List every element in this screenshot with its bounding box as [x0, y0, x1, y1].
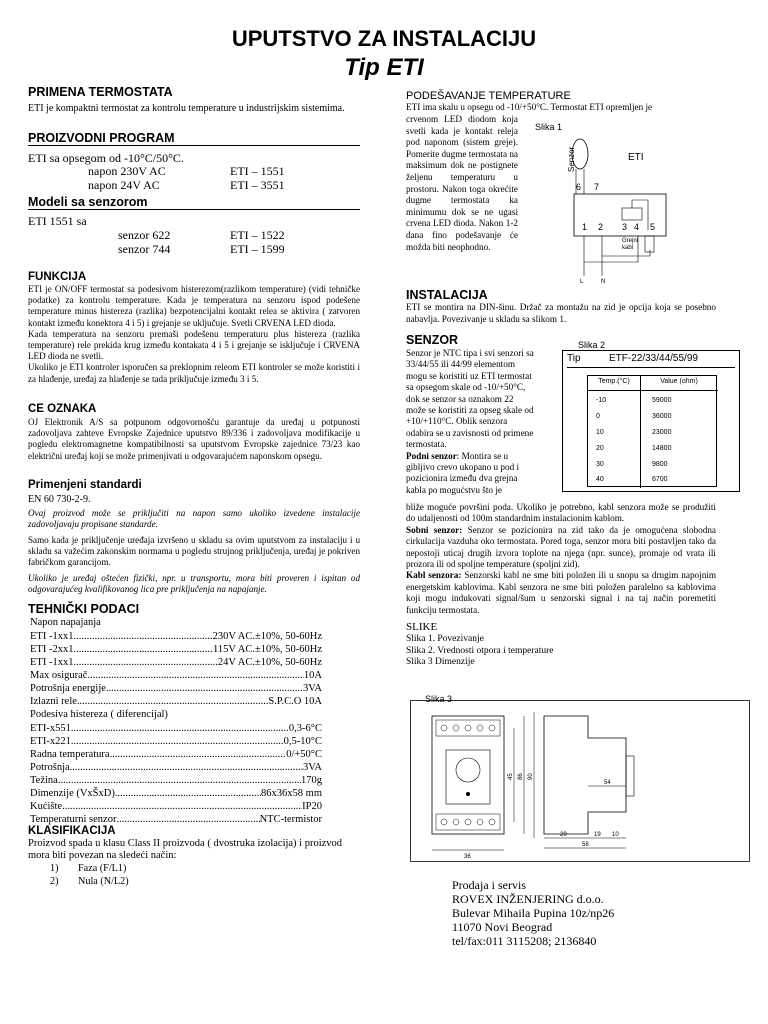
company-name: ROVEX INŽENJERING d.o.o. — [452, 892, 604, 906]
spec-row — [30, 800, 322, 813]
grejni-label: Grejni — [622, 238, 639, 244]
dim-label: 45 — [508, 773, 514, 780]
spec-label: Temperaturni senzor — [30, 814, 117, 825]
n-label: N — [601, 279, 606, 285]
dimension-drawing — [410, 700, 750, 862]
page-subtitle: Tip ETI — [344, 54, 424, 81]
dim-label: 36 — [464, 854, 471, 860]
city-line: 11070 Novi Beograd — [452, 920, 553, 934]
kabl-text: Senzorski kabl ne sme biti položen ili u snopu sa drugim napojnim energetskim kablovima. Kabl senzora ne sme biti položen paralelno sa kablovima koji mogu indukovati signal/šum u senzorski signal i na taj način poremetiti funkciju termostata. — [406, 570, 716, 615]
primena-text: ETI je kompaktni termostat za kontrolu temperature u industrijskim sistemima. — [28, 103, 345, 114]
senzor-intro: Senzor je NTC tipa i svi senzori sa 33/44/55 ili 44/99 elementom mogu se koristiti uz ETI termostat sa opsegom skale od -10/+50°C, dok se senzor sa oznakom 22 može se koristiti za opseg skale od +10/+110°C. Oblik senzora odabira se u zavisnosti od primene termostata. — [406, 348, 534, 450]
modeli-line: ETI 1551 sa — [28, 214, 87, 228]
table-model: ETF-22/33/44/55/99 — [609, 353, 698, 364]
sales-line: Prodaja i servis — [452, 878, 526, 892]
sobni-text: Senzor se pozicionira na zid tako da je omogućena slobodna cirkulacija vazduha oko termostata. Pored toga, senzor mora biti postavljen tako da nepostoji uticaj drugih izvora toplote na njega (npr. sunce), promaje od vrata ili prozora ili od spoljne temperature (spoljni zid). — [406, 524, 716, 570]
spec-value: S.P.C.O 10A — [268, 696, 322, 707]
spec-value: 3VA — [302, 683, 322, 694]
table-column-divider — [640, 376, 641, 488]
spec-value: 3VA — [302, 762, 322, 773]
terminal-label: 5 — [650, 222, 656, 232]
table-cell-temp: 0 — [596, 413, 600, 420]
spec-value: 0,5-10°C — [283, 736, 322, 747]
spec-label: Radna temperatura — [30, 749, 110, 760]
dim-label: 86 — [518, 773, 524, 780]
table-cell-value: 6700 — [652, 476, 668, 483]
spec-row — [30, 669, 322, 682]
spec-label: Izlazni rele — [30, 696, 77, 707]
side-view — [544, 716, 626, 834]
terminal-label: 3 — [622, 222, 628, 232]
program-row-label: napon 24V AC — [88, 178, 160, 192]
spec-row — [30, 735, 322, 748]
front-terminals — [436, 720, 500, 736]
l-label: L — [580, 279, 584, 285]
klasifikacija-item-num: 1) — [50, 863, 59, 874]
heating-cable-symbol — [645, 236, 654, 252]
spec-row — [30, 722, 322, 735]
spec-row — [30, 761, 322, 774]
klasifikacija-text: Proizvod spada u klasu Class II proizvoda ( dvostruka izolacija) i proizvod mora biti povezan na sledeći način: — [28, 838, 343, 862]
dim-label: 58 — [582, 842, 589, 848]
standardi-italic-warning: Ukoliko je uređaj oštećen fizički, npr. u transportu, mora biti proveren i ispitan od odgovarajućeg kvalifikovanog lica pre priključenja na napajanje. — [28, 573, 360, 595]
klasifikacija-item: Faza (F/L1) — [78, 863, 127, 874]
modeli-heading: Modeli sa senzorom — [28, 195, 360, 210]
program-row-code: ETI – 1551 — [230, 164, 285, 178]
sales-contact — [452, 878, 614, 948]
terminal-screw — [465, 725, 471, 731]
standardi-text: Samo kada je priključenje uređaja izvršeno u skladu sa ovim uputstvom za instalaciju i u skladu sa važećim zakonskim normama u pogledu strujnog priključenja, uređaj je pokriven fabričkom garancijom. — [28, 535, 360, 568]
slika3-label: Slika 3 — [425, 694, 453, 704]
modeli-row-code: ETI – 1599 — [230, 242, 285, 256]
tehnicki-heading: TEHNIČKI PODACI — [28, 602, 140, 616]
spec-value: NTC-termistor — [259, 814, 322, 825]
spec-value: 230V AC.±10%, 50-60Hz — [212, 631, 322, 642]
terminal-screw — [453, 819, 459, 825]
program-line: ETI sa opsegom od -10°C/50°C. — [28, 151, 184, 165]
funkcija-text — [28, 284, 360, 385]
spec-label: ETI -1xx1 — [30, 631, 74, 642]
slika1-label: Slika 1 — [535, 122, 563, 132]
spec-row — [30, 682, 322, 695]
spec-row — [30, 630, 322, 643]
table-header-divider — [588, 390, 718, 391]
funkcija-paragraph: Kada temperatura na senzoru premaši podešenu temperaturu plus histereza (razlika temperature) rele prekida krug između kontakata 4 i 5 i grejanje se isključuje i CRVENA LED dioda ne svetli. — [28, 328, 360, 362]
slike-item: Slika 2. Vrednosti otpora i temperature — [406, 645, 554, 656]
program-heading: PROIZVODNI PROGRAM — [28, 131, 360, 146]
terminal-screw — [489, 819, 495, 825]
spec-row — [30, 695, 322, 708]
kabl-label: Kabl senzora: — [406, 570, 462, 581]
slika2-label: Slika 2 — [578, 340, 606, 350]
senzor-heading: SENZOR — [406, 333, 459, 347]
din-clip — [626, 756, 634, 796]
figure-frame — [411, 701, 750, 862]
spec-row — [30, 748, 322, 761]
dim-label: 29 — [560, 832, 567, 838]
table-cell-temp: 30 — [596, 461, 604, 468]
knob-icon — [456, 758, 480, 782]
modeli-row-code: ETI – 1522 — [230, 228, 285, 242]
spec-value: 10A — [303, 670, 322, 681]
spec-label: Težina — [30, 775, 58, 786]
page-title: UPUTSTVO ZA INSTALACIJU — [231, 26, 537, 51]
terminal-screw — [453, 725, 459, 731]
modeli-row-label: senzor 622 — [118, 228, 171, 242]
table-divider — [567, 367, 735, 368]
dim-label: 19 — [594, 832, 601, 838]
spec-label: Kućište — [30, 801, 63, 812]
senzor-label: Senzor — [567, 146, 576, 172]
col-header-temp: Temp.(°C) — [598, 378, 630, 385]
terminal-label: 6 — [576, 182, 582, 192]
slike-heading: SLIKE — [406, 621, 438, 633]
spec-row — [30, 774, 322, 787]
table-cell-value: 9800 — [652, 461, 668, 468]
table-cell-value: 23000 — [652, 429, 672, 436]
terminal-screw — [465, 819, 471, 825]
device-label: ETI — [628, 152, 644, 163]
primena-heading: PRIMENA TERMOSTATA — [28, 85, 173, 99]
slike-list — [406, 634, 554, 669]
podni-text: : Montira se u gibljivo crevo ukopano u pod i pozicionira između dva grejna kabla po mogućstvu što je — [406, 450, 520, 495]
led-icon — [466, 792, 470, 796]
klasifikacija-heading: KLASIFIKACIJA — [28, 825, 116, 837]
klasifikacija-item: Nula (N/L2) — [78, 876, 129, 887]
terminal-screw — [477, 819, 483, 825]
senzor-wide-text — [406, 502, 716, 616]
spec-label: Potrošnja — [30, 762, 70, 773]
spec-value: 115V AC.±10%, 50-60Hz — [212, 644, 322, 655]
standardi-italic-note: Ovaj proizvod može se priključiti na napon samo ukoliko izvedene instalacije zadovoljavaju propisane standarde. — [28, 508, 360, 530]
spec-row — [30, 787, 322, 800]
table-cell-temp: -10 — [596, 397, 607, 404]
terminal-label: 7 — [594, 182, 600, 192]
ce-text: OJ Elektronik A/S sa potpunom odgovornošću garantuje da uređaj u potpunosti zadovoljava zahteve Evropske Zajednice uputstvo 89/336 i zadovoljava modifikacije u pogledu elektromagnetne kompatibilnosti sa uputstvom Evropske zajednice 73/23 kao električni uređaj koji se može primenjivati u odgovarajućem naponskom opsegu. — [28, 417, 360, 461]
program-row-code: ETI – 3551 — [230, 178, 285, 192]
senzor-narrow-text — [406, 348, 534, 496]
modeli-row-label: senzor 744 — [118, 242, 171, 256]
table-cell-temp: 20 — [596, 445, 604, 452]
slike-item: Slika 3 Dimenzije — [406, 657, 475, 668]
spec-value: IP20 — [302, 801, 322, 812]
instalacija-heading: INSTALACIJA — [406, 288, 488, 302]
standardi-en: EN 60 730-2-9. — [28, 494, 91, 505]
funkcija-heading: FUNKCIJA — [28, 271, 87, 283]
front-view — [432, 716, 504, 834]
podni-text-cont: bliže moguće površini poda. Ukoliko je potrebno, kabl senzora može se produžiti do udaljenosti od 100m standardnim instalacionim kablom. — [406, 502, 716, 524]
spec-value: 0/+50°C — [286, 749, 322, 760]
terminal-screw — [489, 725, 495, 731]
wiring-diagram — [524, 130, 684, 286]
dim-label: 10 — [612, 832, 619, 838]
table-grid — [587, 375, 717, 487]
spec-value: 24V AC.±10%, 50-60Hz — [217, 657, 322, 668]
spec-label: Potrošnja energije — [30, 683, 106, 694]
funkcija-paragraph: ETI je ON/OFF termostat sa podesivom histerezom(razlikom temperature) (vidi tehničke podatke) za kontrolu temperature. Kada je temperatura na senzoru ispod podešene temperature minus histereza (razlika) bezpotencijalni kontakt relea se aktivira ( zatvoren kontakt između konektora 4 i 5) i grejanje se uključuje. Svetli CRVENA LED dioda. — [28, 284, 360, 328]
klasifikacija-item-num: 2) — [50, 876, 59, 887]
slike-item: Slika 1. Povezivanje — [406, 634, 484, 644]
spec-row — [30, 656, 322, 669]
table-cell-value: 59000 — [652, 397, 672, 404]
spec-label: ETI-x551 — [30, 723, 71, 734]
table-cell-value: 36000 — [652, 413, 672, 420]
podesavanje-text: crvenom LED diodom koja svetli kada je kontakt releja pod naponom (sistem greje). Pomerite dugme termostata na maksimum dok ne postignete željenu temperaturu u prostoru. Nakon toga okrećite dugme termostata ka minimumu dok se ne ugasi crvena LED dioda. Nakon 1-2 dana fino podešavanje će možda biti neophodno. — [406, 114, 519, 252]
resistance-table — [562, 350, 740, 492]
spec-label: ETI-x221 — [30, 736, 71, 747]
table-cell-value: 14800 — [652, 445, 672, 452]
standardi-heading: Primenjeni standardi — [28, 479, 142, 491]
spec-value: 0,3-6°C — [288, 723, 322, 734]
terminal-screw — [441, 819, 447, 825]
terminal-label: 1 — [582, 222, 588, 232]
spec-value: 86x36x58 mm — [261, 788, 322, 799]
podesavanje-line: ETI ima skalu u opsegu od -10/+50°C. Termostat ETI opremljen je — [406, 102, 653, 112]
ce-heading: CE OZNAKA — [28, 403, 97, 415]
spec-row — [30, 643, 322, 656]
spec-value: 170g — [301, 775, 322, 786]
sobni-label: Sobni senzor: — [406, 524, 463, 535]
hist-label: Podesiva histereza ( diferencijal) — [30, 709, 168, 720]
spec-label: Max osigurač — [30, 670, 88, 681]
terminal-screw — [441, 725, 447, 731]
instalacija-text: ETI se montira na DIN-šinu. Držač za montažu na zid je opcija koja se posebno nabavlja. Povezivanje u skladu sa slikom 1. — [406, 302, 716, 324]
napon-label: Napon napajanja — [30, 617, 101, 628]
dim-label: 54 — [604, 780, 611, 786]
podesavanje-heading: PODEŠAVANJE TEMPERATURE — [406, 90, 571, 102]
phone-line: tel/fax:011 3115208; 2136840 — [452, 934, 597, 948]
front-terminals — [436, 814, 500, 830]
col-header-value: Value (ohm) — [660, 378, 698, 385]
terminal-screw — [477, 725, 483, 731]
table-cell-temp: 10 — [596, 429, 604, 436]
spec-label: ETI -2xx1 — [30, 644, 74, 655]
podni-label: Podni senzor — [406, 450, 457, 461]
table-cell-temp: 40 — [596, 476, 604, 483]
spec-label: ETI -1xx1 — [30, 657, 74, 668]
terminal-label: 4 — [634, 222, 640, 232]
address-line: Bulevar Mihaila Pupina 10z/np26 — [452, 906, 615, 920]
table-tip-label: Tip — [567, 353, 581, 364]
relay-symbol — [622, 208, 642, 220]
funkcija-paragraph: Ukoliko je ETI kontroler isporučen sa preklopnim releom ETI kontroler se može koristiti i za hlađenje, uređaj za hlađenje se tada priključuje između 3 i 5. — [28, 362, 360, 384]
dim-label: 90 — [528, 773, 534, 780]
terminal-label: 2 — [598, 222, 604, 232]
spec-label: Dimenzije (VxŠxD) — [30, 788, 115, 799]
program-row-label: napon 230V AC — [88, 164, 166, 178]
kabl-label: kabl — [622, 245, 634, 251]
